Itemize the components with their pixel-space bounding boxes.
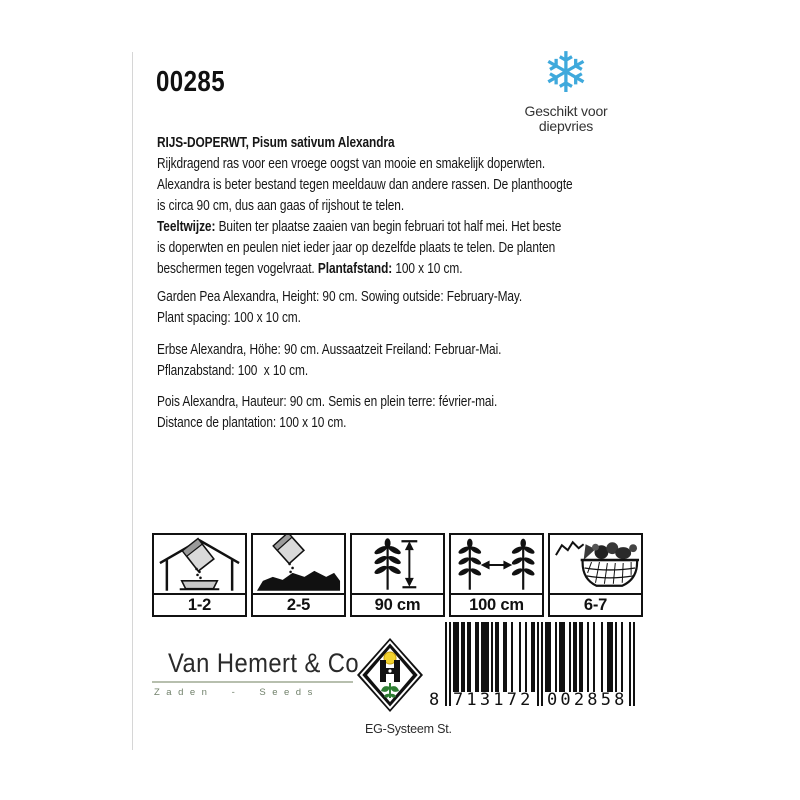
brand-tagline: Zaden - Seeds [154, 687, 319, 698]
pictogram-label: 90 cm [352, 593, 443, 615]
english-line-1: Garden Pea Alexandra, Height: 90 cm. Sowing outside: February-May. [157, 289, 523, 305]
freezer-caption-line2: diepvries [538, 118, 594, 134]
freezer-suitability-badge [500, 41, 632, 134]
eg-system-note: EG-Systeem St. [365, 722, 452, 736]
french-line-1: Pois Alexandra, Hauteur: 90 cm. Semis en plein terre: février-mai. [157, 394, 498, 410]
dutch-line: Teeltwijze: Buiten ter plaatse zaaien van begin februari tot half mei. Het beste [157, 219, 562, 235]
brand-diamond-logo-icon [357, 638, 423, 712]
dutch-line: is doperwten en peulen niet ieder jaar op dezelfde plaats te telen. De planten [157, 240, 556, 256]
freezer-caption-line1: Geschikt voor [524, 103, 608, 119]
description-french [157, 392, 497, 434]
description-german [157, 340, 501, 382]
pictogram-label: 2-5 [253, 593, 344, 615]
product-title: RIJS-DOPERWT, Pisum sativum Alexandra [157, 135, 395, 151]
pictogram-row-spacing [449, 533, 544, 617]
brand-name: Van Hemert & Co [168, 648, 360, 678]
dutch-line: beschermen tegen vogelvraat. Plantafstand: 100 x 10 cm. [157, 261, 463, 277]
german-line-1: Erbse Alexandra, Höhe: 90 cm. Aussaatzeit Freiland: Februar-Mai. [157, 342, 502, 358]
pictogram-label: 6-7 [550, 593, 641, 615]
pictogram-sow-indoors [152, 533, 247, 617]
dutch-line: Alexandra is beter bestand tegen meeldauw dan andere rassen. De planthoogte [157, 177, 573, 193]
description-dutch [157, 133, 573, 280]
article-number: 00285 [156, 66, 226, 98]
pictogram-label: 1-2 [154, 593, 245, 615]
brand-underline [152, 681, 353, 683]
plant-height-icon [352, 535, 443, 593]
pictogram-label: 100 cm [451, 593, 542, 615]
packet-edge-line [132, 52, 133, 750]
pictogram-row [152, 533, 643, 617]
harvest-icon [550, 535, 641, 593]
barcode-digits-left: 713172 [453, 690, 534, 710]
pictogram-sow-outdoors [251, 533, 346, 617]
english-line-2: Plant spacing: 100 x 10 cm. [157, 310, 301, 326]
sow-indoors-icon [154, 535, 245, 593]
barcode-digits-right: 002858 [547, 690, 628, 710]
pictogram-plant-height [350, 533, 445, 617]
row-spacing-icon [451, 535, 542, 593]
snowflake-icon: ❄ [542, 41, 590, 106]
sow-outdoors-icon [253, 535, 344, 593]
barcode-digit-first: 8 [429, 690, 440, 710]
pictogram-harvest [548, 533, 643, 617]
dutch-line: Rijkdragend ras voor een vroege oogst van mooie en smakelijk doperwten. [157, 156, 546, 172]
french-line-2: Distance de plantation: 100 x 10 cm. [157, 415, 347, 431]
german-line-2: Pflanzabstand: 100 x 10 cm. [157, 363, 309, 379]
description-english [157, 287, 522, 329]
dutch-line: is circa 90 cm, dus aan gaas of rijshout te telen. [157, 198, 405, 214]
